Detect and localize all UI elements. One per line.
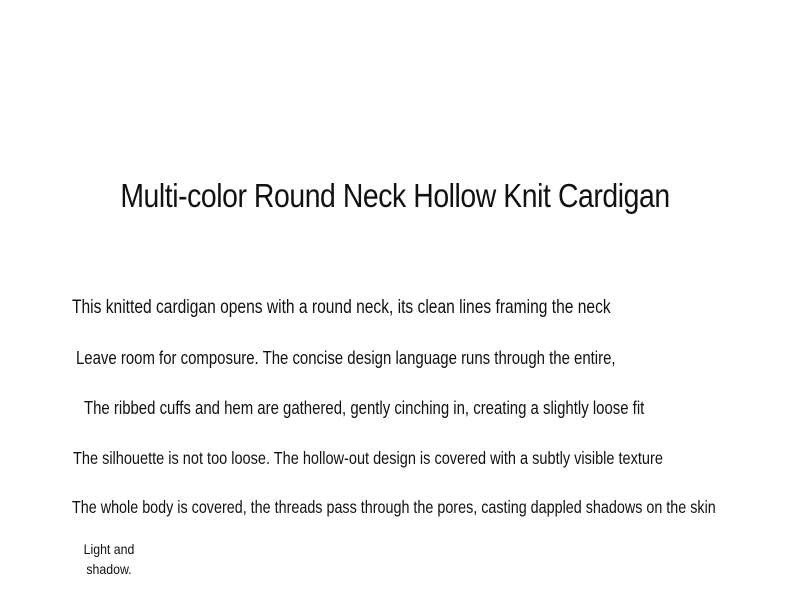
description-line-4: The silhouette is not too loose. The hollow-out design is covered with a subtly visible texture <box>73 448 663 468</box>
description-line-5: The whole body is covered, the threads pass through the pores, casting dappled shadows on the skin <box>72 497 716 517</box>
description-tail-line-1: Light and <box>83 541 135 557</box>
description-line-3: The ribbed cuffs and hem are gathered, gently cinching in, creating a slightly loose fit <box>84 398 645 418</box>
description-tail <box>78 539 140 579</box>
description-line-1: This knitted cardigan opens with a round neck, its clean lines framing the neck <box>72 297 611 318</box>
product-title: Multi-color Round Neck Hollow Knit Cardigan <box>120 177 670 214</box>
description-tail-line-2: shadow. <box>86 561 132 577</box>
description-line-2: Leave room for composure. The concise design language runs through the entire, <box>76 348 616 368</box>
